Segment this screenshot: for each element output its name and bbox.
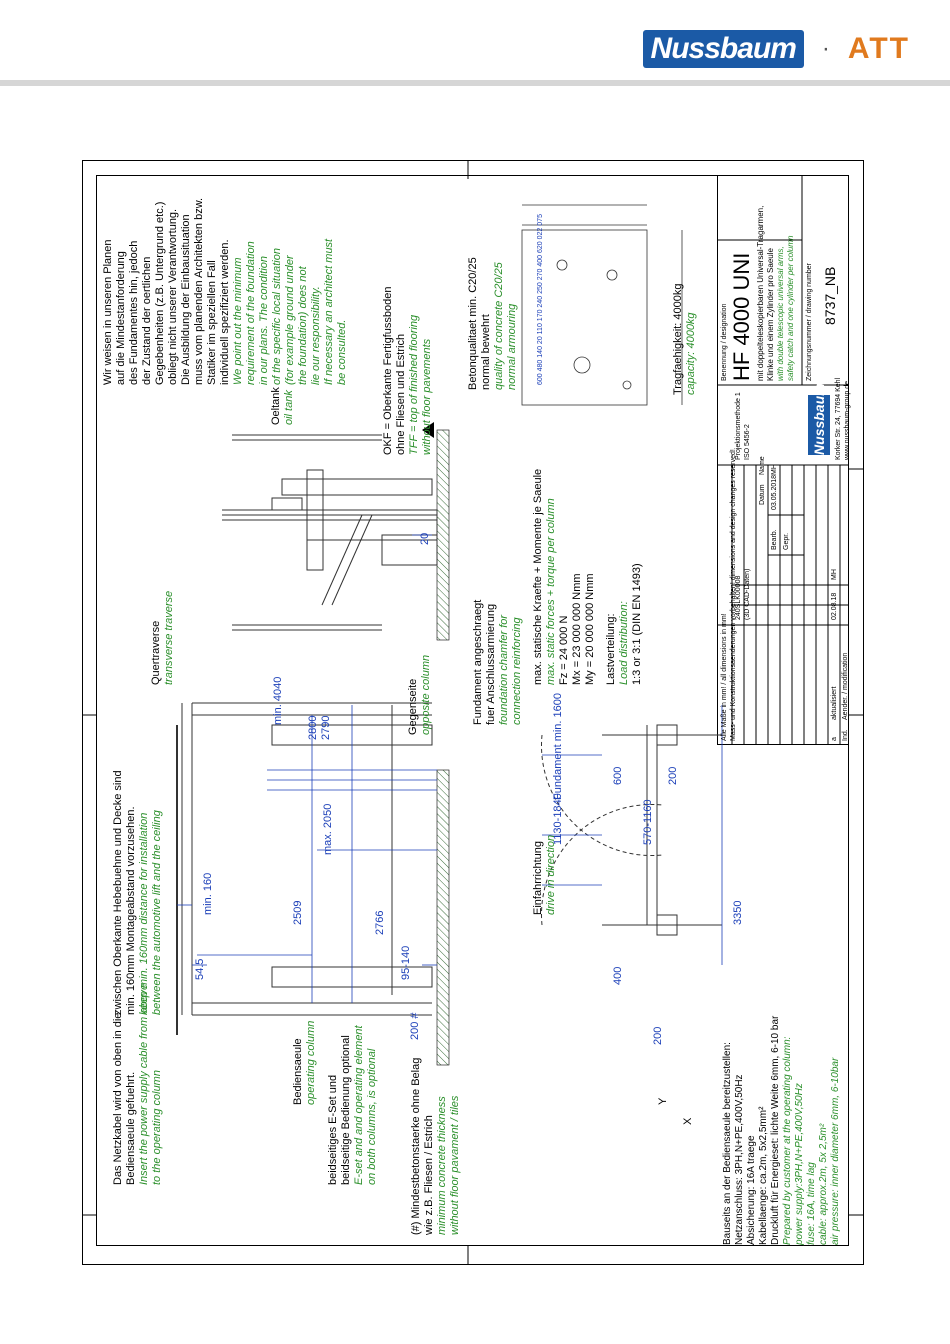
dim-20: 20 xyxy=(419,532,431,545)
supply-de: Bauseits an der Bediensaeule bereitzustellen: xyxy=(722,1042,733,1245)
supply-note xyxy=(722,1016,842,1245)
plate-dim: 250 xyxy=(537,282,544,294)
dim-min160: min. 160 xyxy=(202,872,214,915)
name-header: Name xyxy=(759,456,766,475)
plate-dim: 480 xyxy=(537,359,544,372)
drawing-number: 8737_NB xyxy=(822,266,838,325)
capacity-en: capacity: 4000kg xyxy=(685,312,697,395)
dim-2790: 2790 xyxy=(320,715,332,740)
concrete-line-en: normal armouring xyxy=(506,303,518,390)
eset-de: beidseitiges E-Set und xyxy=(327,1074,339,1185)
okf-line-en: without floor pavements xyxy=(421,338,433,455)
allmass-de: Alle Maße in mm! / all dimensions in mm! xyxy=(721,613,728,741)
company-address xyxy=(834,378,852,460)
ind-label: Ind. xyxy=(842,729,849,741)
forces-de: max. statische Kraefte + Momente je Saeule xyxy=(532,468,544,685)
iso-standard: ISO 5456-2 xyxy=(744,424,751,460)
dim-3350: 3350 xyxy=(732,900,744,925)
plate-dim: 400 xyxy=(537,254,544,267)
eset-de: beidseitige Bedienung optional xyxy=(340,1035,352,1185)
plate-dim: 022 xyxy=(537,227,544,240)
oiltank-en: oil tank xyxy=(283,390,295,425)
dim-545: 54.5 xyxy=(194,958,206,980)
supply-de: Druckluft für Energieset: lichte Weite 6mm, 6-10 bar xyxy=(770,1015,781,1245)
concrete-line: Betonqualitaet min. C20/25 xyxy=(467,257,479,390)
note-line-en: the foundation) does not xyxy=(297,266,309,385)
spacer xyxy=(597,469,605,685)
proj-method: Projektionsmethode 1 xyxy=(735,392,742,460)
rev-index: a xyxy=(831,737,838,741)
note-line-en: We point out the minimum xyxy=(232,257,244,385)
att-logo xyxy=(848,32,910,66)
desc-en: with double telescopic universal arms, xyxy=(776,246,785,381)
note-line: Gegebenheiten (z.B. Untergrund etc.) xyxy=(154,201,166,385)
rev-date: 02.08.18 xyxy=(831,592,838,620)
datum-header: Datum xyxy=(759,484,766,505)
logo-separator: · xyxy=(821,35,830,62)
plate-dim: 075 xyxy=(537,214,544,226)
dim-max2050: max. 2050 xyxy=(322,803,334,855)
note-line: der Zustand der oertlichen xyxy=(141,256,153,385)
drawing-sheet xyxy=(82,160,864,1265)
opposite-en: opposite column xyxy=(420,654,432,735)
bearb-date: 03.05.2018 xyxy=(771,474,778,510)
dim-200a: 200 xyxy=(667,766,679,785)
dim-200-hash: 200 # xyxy=(409,1012,421,1040)
drive-de: Einfahrrichtung xyxy=(532,841,544,915)
product-name: HF 4000 UNI xyxy=(729,252,754,381)
dim-2766: 2766 xyxy=(374,910,386,935)
chamfer-note xyxy=(472,600,524,725)
clear-en: keep min. 160mm distance for installation xyxy=(138,812,150,1015)
supply-en: power supply:3PH,N+PE,400V,50Hz xyxy=(794,1083,805,1245)
cable-en: to the operating column xyxy=(151,1070,163,1185)
minthick-de: wie z.B. Fliesen / Estrich xyxy=(423,1115,435,1235)
supply-en: fuse: 16A, time lag xyxy=(806,1162,817,1245)
opposite-column-label xyxy=(407,655,433,735)
load-en: Load distribution: xyxy=(618,601,630,685)
note-line-en: requirement of the foundation xyxy=(245,241,257,385)
minthick-en: minimum concrete thickness xyxy=(436,1096,448,1235)
operating-column-label xyxy=(292,1021,318,1105)
note-line: muss vom planenden Architekten bzw. xyxy=(193,197,205,385)
oiltank-label xyxy=(270,387,296,425)
capacity-de: Tragfaehigkeit: 4000kg xyxy=(672,283,684,395)
supply-de: Absicherung: 16A traege xyxy=(746,1135,757,1245)
load-val: 1:3 or 3:1 (DIN EN 1493) xyxy=(631,563,643,685)
cad-note: (3D CAD-Daten) xyxy=(744,568,751,620)
traverse-label xyxy=(150,591,176,685)
plate-dim: 140 xyxy=(537,346,544,358)
header-rule xyxy=(0,80,950,86)
traverse-en: transverse traverse xyxy=(163,590,175,685)
oiltank-de: Oeltank xyxy=(270,387,282,425)
forces-en: max. static forces + torque per column xyxy=(545,498,557,685)
desc-en: safety catch and one cylinder per column xyxy=(786,235,795,381)
note-line-en: in our plans. The condition xyxy=(258,255,270,385)
supply-de: Kabellaenge: ca.2m, 5x2,5mm² xyxy=(758,1106,769,1245)
cable-de: Bediensaeule gefuehrt. xyxy=(125,1071,137,1185)
plate-dim: 600 xyxy=(537,373,544,385)
min-thickness-note xyxy=(410,1058,462,1235)
opcol-de: Bediensaeule xyxy=(292,1038,304,1105)
dim-2509: 2509 xyxy=(292,900,304,925)
note-line: auf die Mindestanforderung xyxy=(115,251,127,385)
designation-label: Benennung / designation xyxy=(721,303,728,381)
projection-note xyxy=(734,392,752,460)
note-line-en: If necessary an architect must xyxy=(323,238,335,385)
okf-line: OKF = Oberkante Fertigfussboden xyxy=(382,286,394,455)
force-my: My = 20 000 000 Nmm xyxy=(584,573,596,685)
product-desc xyxy=(756,206,796,381)
traverse-de: Quertraverse xyxy=(150,620,162,685)
chamfer-en: connection reinforcing xyxy=(511,617,523,725)
foundation-note xyxy=(102,198,349,385)
website: www.nussbaum-group.de xyxy=(844,381,851,460)
rev-text: aktualisiert xyxy=(831,686,838,720)
note-line-en: lie our responsibility. xyxy=(310,286,322,385)
dim-5701160: 570-1160 xyxy=(642,799,654,845)
bearb-label: Bearb. xyxy=(771,529,778,550)
chamfer-de: Fundament angeschraegt xyxy=(472,599,484,725)
clearance-note xyxy=(112,770,164,1015)
supply-en: Prepared by customer at the operating column: xyxy=(782,1036,793,1245)
plate-dims xyxy=(537,214,545,385)
note-line: Die Ausbildung der Einbausituation xyxy=(180,214,192,385)
dim-200b: 200 xyxy=(652,1026,664,1045)
cad-ref-no: 240SLK00008 xyxy=(735,575,742,620)
gepr-label: Gepr. xyxy=(783,532,790,550)
load-de: Lastverteilung: xyxy=(605,613,617,685)
axis-x-label: X xyxy=(682,1117,694,1125)
opcol-en: operating column xyxy=(305,1020,317,1105)
supply-en: air pressure: inner diameter 6mm, 6-10bar xyxy=(830,1057,841,1245)
desc-de: mit doppelteleskopierbaren Universal-Tragarmen, xyxy=(756,205,765,381)
note-line: Statiker im speziellen Fall xyxy=(206,260,218,385)
concrete-note xyxy=(467,257,519,390)
plate-dim: 270 xyxy=(537,268,544,281)
note-line-en: of the specific local situation xyxy=(271,248,283,385)
concrete-line-en: quality of concrete C20/25 xyxy=(493,262,505,390)
note-line: Wir weisen in unseren Planen xyxy=(102,239,114,385)
rev-name: MH xyxy=(831,569,838,580)
nussbaum-logo: Nussbaum xyxy=(643,30,804,68)
opposite-de: Gegenseite xyxy=(407,678,419,735)
chamfer-de: fuer Anschlussarmierung xyxy=(485,603,497,725)
cable-en: Insert the power supply cable from above xyxy=(138,983,150,1185)
chamfer-en: foundation chamfer for xyxy=(498,614,510,725)
force-fz: Fz = 24 000 N xyxy=(558,615,570,685)
plate-dim: 170 xyxy=(537,309,544,322)
company-logo: Nussbaum xyxy=(808,395,830,455)
cable-de: Das Netzkabel wird von oben in die xyxy=(112,1012,124,1185)
okf-line: ohne Fliesen und Estrich xyxy=(395,333,407,455)
clear-en: between the automotive lift and the ceiling xyxy=(151,810,163,1015)
force-mx: Mx = 23 000 000 Nmm xyxy=(571,573,583,685)
eset-en: E-set and and operating element xyxy=(353,1025,365,1185)
drive-direction-label xyxy=(532,835,558,915)
page-header xyxy=(0,0,950,90)
change-label: Aender. / modification xyxy=(842,652,849,720)
drawing-rotated xyxy=(82,160,864,1265)
plate-dim: 620 xyxy=(537,241,544,253)
clear-de: zwischen Oberkante Hebebuehne und Decke sind xyxy=(112,770,124,1015)
dim-11301840: 1130-1840 xyxy=(552,793,564,845)
okf-note xyxy=(382,287,434,455)
note-line-en: be consulted. xyxy=(336,319,348,385)
drive-en: drive in direction xyxy=(545,834,557,915)
note-line: individuell spezifiziert werden. xyxy=(219,239,231,385)
dim-600: 600 xyxy=(612,766,624,785)
cad-ref xyxy=(734,569,752,620)
supply-de: Netzanschluss: 3PH,N+PE,400V,50Hz xyxy=(734,1074,745,1245)
bearb-name: MH xyxy=(771,464,778,475)
dim-95140: 95-140 xyxy=(400,945,412,980)
eset-en: on both columns, is optional xyxy=(366,1048,378,1185)
minthick-en: without floor pavament / tiles xyxy=(449,1095,461,1235)
allmass-en: Mass- und Konstruktionsaenderungen vorbehalten! dimensions and design changes reserved! xyxy=(730,449,737,741)
axis-y-label: Y xyxy=(657,1097,669,1105)
eset-note xyxy=(327,1025,379,1185)
dim-2800: 2800 xyxy=(307,715,319,740)
logo-group xyxy=(643,30,910,68)
okf-line-en: TFF = top of finished flooring xyxy=(408,314,420,455)
dim-min4040: min. 4040 xyxy=(272,676,284,725)
note-line: obliegt nicht unserer Verantwortung. xyxy=(167,208,179,385)
note-line-en: (for example ground under xyxy=(284,255,296,385)
clear-de: min. 160mm Montageabstand vorzusehen. xyxy=(125,806,137,1015)
drawing-number-label: Zeichnungsnummer / drawing number xyxy=(806,263,813,381)
plate-dim: 20 xyxy=(537,336,544,345)
concrete-line: normal bewehrt xyxy=(480,314,492,390)
plate-dim: 110 xyxy=(537,323,544,335)
desc-de: Klinke und einem Zylinder pro Saeule xyxy=(766,248,775,381)
cable-note xyxy=(112,984,164,1185)
dim-fund1600: Fundament min. 1600 xyxy=(552,692,564,800)
att-logo-text: ATT xyxy=(847,32,910,65)
dim-400: 400 xyxy=(612,966,624,985)
note-line: des Fundamentes hin, jedoch xyxy=(128,240,140,385)
supply-en: cable: approx.2m, 5x 2,5m² xyxy=(818,1123,829,1245)
plate-dim: 240 xyxy=(537,295,544,308)
address-line: Korker Str. 24, 77694 Kehl xyxy=(835,377,842,460)
minthick-de: (#) Mindestbetonstaerke ohne Belag xyxy=(410,1057,422,1235)
capacity-label xyxy=(672,284,698,396)
forces-note xyxy=(532,469,644,685)
